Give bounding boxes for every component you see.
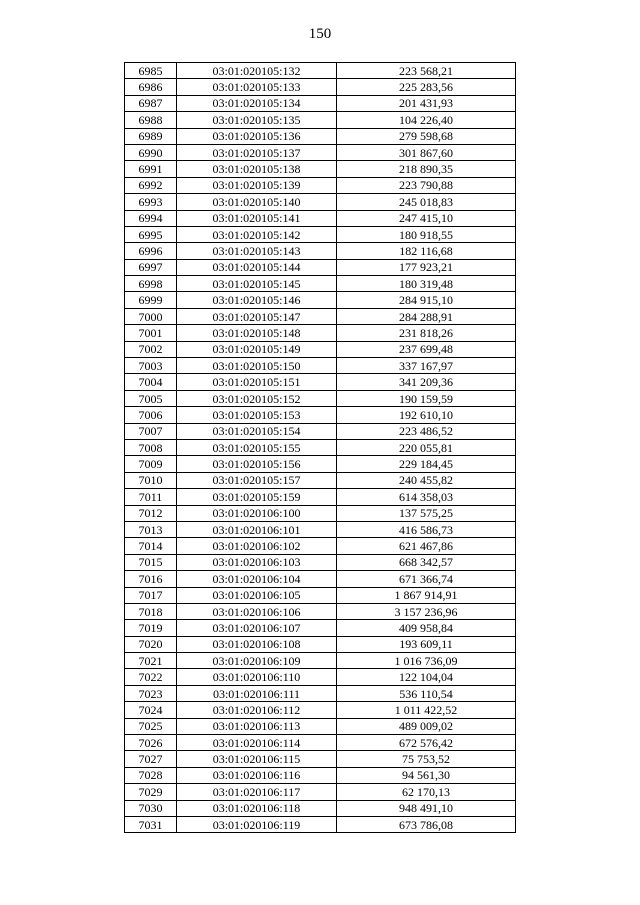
row-number-cell: 6995 xyxy=(125,226,177,242)
row-number-cell: 7001 xyxy=(125,325,177,341)
cadastral-number-cell: 03:01:020105:157 xyxy=(177,472,337,488)
cadastral-value-cell: 489 009,02 xyxy=(337,718,516,734)
table-row xyxy=(125,489,516,505)
table-row xyxy=(125,243,516,259)
cadastral-value-cell: 948 491,10 xyxy=(337,800,516,816)
table-row xyxy=(125,653,516,669)
cadastral-number-cell: 03:01:020106:112 xyxy=(177,702,337,718)
row-number-cell: 7008 xyxy=(125,439,177,455)
row-number-cell: 7021 xyxy=(125,653,177,669)
table-row xyxy=(125,521,516,537)
row-number-cell: 7030 xyxy=(125,800,177,816)
cadastral-value-cell: 180 918,55 xyxy=(337,226,516,242)
table-row xyxy=(125,79,516,95)
cadastral-value-cell: 218 890,35 xyxy=(337,161,516,177)
cadastral-value-cell: 416 586,73 xyxy=(337,521,516,537)
cadastral-value-cell: 62 170,13 xyxy=(337,784,516,800)
table-row xyxy=(125,456,516,472)
cadastral-number-cell: 03:01:020105:151 xyxy=(177,374,337,390)
row-number-cell: 7029 xyxy=(125,784,177,800)
row-number-cell: 7017 xyxy=(125,587,177,603)
cadastral-value-cell: 182 116,68 xyxy=(337,243,516,259)
cadastral-number-cell: 03:01:020106:102 xyxy=(177,538,337,554)
row-number-cell: 7023 xyxy=(125,685,177,701)
cadastral-value-cell: 201 431,93 xyxy=(337,95,516,111)
cadastral-value-cell: 1 011 422,52 xyxy=(337,702,516,718)
cadastral-number-cell: 03:01:020105:138 xyxy=(177,161,337,177)
cadastral-value-cell: 1 016 736,09 xyxy=(337,653,516,669)
cadastral-value-cell: 223 486,52 xyxy=(337,423,516,439)
cadastral-number-cell: 03:01:020105:143 xyxy=(177,243,337,259)
cadastral-value-cell: 284 915,10 xyxy=(337,292,516,308)
cadastral-number-cell: 03:01:020106:111 xyxy=(177,685,337,701)
cadastral-number-cell: 03:01:020105:146 xyxy=(177,292,337,308)
row-number-cell: 6986 xyxy=(125,79,177,95)
table-row xyxy=(125,63,516,79)
cadastral-number-cell: 03:01:020106:115 xyxy=(177,751,337,767)
row-number-cell: 6988 xyxy=(125,112,177,128)
cadastral-value-cell: 223 568,21 xyxy=(337,63,516,79)
row-number-cell: 6998 xyxy=(125,276,177,292)
cadastral-number-cell: 03:01:020106:114 xyxy=(177,735,337,751)
row-number-cell: 7020 xyxy=(125,636,177,652)
cadastral-value-cell: 193 609,11 xyxy=(337,636,516,652)
table-row xyxy=(125,128,516,144)
row-number-cell: 7000 xyxy=(125,308,177,324)
cadastral-value-cell: 94 561,30 xyxy=(337,767,516,783)
table-row xyxy=(125,112,516,128)
cadastral-number-cell: 03:01:020106:100 xyxy=(177,505,337,521)
table-row xyxy=(125,210,516,226)
cadastral-value-cell: 536 110,54 xyxy=(337,685,516,701)
cadastral-value-cell: 245 018,83 xyxy=(337,194,516,210)
table-row xyxy=(125,718,516,734)
cadastral-number-cell: 03:01:020106:103 xyxy=(177,554,337,570)
cadastral-value-cell: 190 159,59 xyxy=(337,390,516,406)
cadastral-value-cell: 3 157 236,96 xyxy=(337,603,516,619)
cadastral-value-cell: 673 786,08 xyxy=(337,816,516,832)
cadastral-value-cell: 104 226,40 xyxy=(337,112,516,128)
table-row xyxy=(125,800,516,816)
table-row xyxy=(125,751,516,767)
cadastral-value-cell: 672 576,42 xyxy=(337,735,516,751)
table-row xyxy=(125,407,516,423)
row-number-cell: 7012 xyxy=(125,505,177,521)
cadastral-number-cell: 03:01:020106:119 xyxy=(177,816,337,832)
cadastral-value-cell: 177 923,21 xyxy=(337,259,516,275)
cadastral-value-cell: 668 342,57 xyxy=(337,554,516,570)
cadastral-number-cell: 03:01:020105:154 xyxy=(177,423,337,439)
cadastral-number-cell: 03:01:020105:140 xyxy=(177,194,337,210)
cadastral-value-cell: 671 366,74 xyxy=(337,571,516,587)
cadastral-number-cell: 03:01:020106:118 xyxy=(177,800,337,816)
table-row xyxy=(125,194,516,210)
row-number-cell: 7010 xyxy=(125,472,177,488)
cadastral-number-cell: 03:01:020105:142 xyxy=(177,226,337,242)
cadastral-value-cell: 220 055,81 xyxy=(337,439,516,455)
table-row xyxy=(125,767,516,783)
table-row xyxy=(125,587,516,603)
cadastral-number-cell: 03:01:020106:104 xyxy=(177,571,337,587)
cadastral-value-cell: 225 283,56 xyxy=(337,79,516,95)
cadastral-value-cell: 237 699,48 xyxy=(337,341,516,357)
cadastral-number-cell: 03:01:020106:109 xyxy=(177,653,337,669)
cadastral-number-cell: 03:01:020105:150 xyxy=(177,358,337,374)
cadastral-number-cell: 03:01:020105:145 xyxy=(177,276,337,292)
cadastral-value-cell: 192 610,10 xyxy=(337,407,516,423)
table-row xyxy=(125,603,516,619)
table-row xyxy=(125,390,516,406)
row-number-cell: 7002 xyxy=(125,341,177,357)
row-number-cell: 7014 xyxy=(125,538,177,554)
row-number-cell: 7015 xyxy=(125,554,177,570)
row-number-cell: 6989 xyxy=(125,128,177,144)
cadastral-value-cell: 337 167,97 xyxy=(337,358,516,374)
cadastral-value-cell: 409 958,84 xyxy=(337,620,516,636)
table-row xyxy=(125,472,516,488)
cadastral-number-cell: 03:01:020105:148 xyxy=(177,325,337,341)
table-row xyxy=(125,538,516,554)
row-number-cell: 7016 xyxy=(125,571,177,587)
cadastral-value-cell: 231 818,26 xyxy=(337,325,516,341)
cadastral-number-cell: 03:01:020105:134 xyxy=(177,95,337,111)
cadastral-number-cell: 03:01:020105:137 xyxy=(177,144,337,160)
row-number-cell: 7007 xyxy=(125,423,177,439)
row-number-cell: 6994 xyxy=(125,210,177,226)
table-row xyxy=(125,554,516,570)
row-number-cell: 7031 xyxy=(125,816,177,832)
cadastral-number-cell: 03:01:020106:116 xyxy=(177,767,337,783)
cadastral-number-cell: 03:01:020105:153 xyxy=(177,407,337,423)
table-row xyxy=(125,325,516,341)
cadastral-number-cell: 03:01:020106:107 xyxy=(177,620,337,636)
row-number-cell: 7003 xyxy=(125,358,177,374)
cadastral-number-cell: 03:01:020105:159 xyxy=(177,489,337,505)
row-number-cell: 6999 xyxy=(125,292,177,308)
table-row xyxy=(125,308,516,324)
table-row xyxy=(125,685,516,701)
cadastral-value-cell: 301 867,60 xyxy=(337,144,516,160)
table-row xyxy=(125,95,516,111)
cadastral-value-table xyxy=(124,62,516,833)
row-number-cell: 7028 xyxy=(125,767,177,783)
table-row xyxy=(125,784,516,800)
cadastral-number-cell: 03:01:020106:108 xyxy=(177,636,337,652)
table-row xyxy=(125,439,516,455)
cadastral-number-cell: 03:01:020106:110 xyxy=(177,669,337,685)
row-number-cell: 7026 xyxy=(125,735,177,751)
cadastral-number-cell: 03:01:020105:141 xyxy=(177,210,337,226)
cadastral-value-cell: 247 415,10 xyxy=(337,210,516,226)
cadastral-number-cell: 03:01:020105:155 xyxy=(177,439,337,455)
cadastral-number-cell: 03:01:020106:106 xyxy=(177,603,337,619)
table-row xyxy=(125,374,516,390)
cadastral-value-cell: 137 575,25 xyxy=(337,505,516,521)
row-number-cell: 6985 xyxy=(125,63,177,79)
cadastral-value-cell: 621 467,86 xyxy=(337,538,516,554)
row-number-cell: 7018 xyxy=(125,603,177,619)
table-row xyxy=(125,177,516,193)
row-number-cell: 6997 xyxy=(125,259,177,275)
row-number-cell: 7011 xyxy=(125,489,177,505)
row-number-cell: 7024 xyxy=(125,702,177,718)
cadastral-value-cell: 614 358,03 xyxy=(337,489,516,505)
row-number-cell: 6996 xyxy=(125,243,177,259)
page-number: 150 xyxy=(308,26,332,42)
cadastral-number-cell: 03:01:020106:113 xyxy=(177,718,337,734)
cadastral-value-cell: 180 319,48 xyxy=(337,276,516,292)
table-row xyxy=(125,735,516,751)
row-number-cell: 6993 xyxy=(125,194,177,210)
table-row xyxy=(125,259,516,275)
cadastral-number-cell: 03:01:020105:132 xyxy=(177,63,337,79)
cadastral-number-cell: 03:01:020106:105 xyxy=(177,587,337,603)
cadastral-number-cell: 03:01:020106:117 xyxy=(177,784,337,800)
cadastral-value-cell: 75 753,52 xyxy=(337,751,516,767)
cadastral-value-cell: 122 104,04 xyxy=(337,669,516,685)
row-number-cell: 7006 xyxy=(125,407,177,423)
table-row xyxy=(125,816,516,832)
table-row xyxy=(125,276,516,292)
cadastral-number-cell: 03:01:020105:147 xyxy=(177,308,337,324)
table-row xyxy=(125,669,516,685)
cadastral-value-cell: 341 209,36 xyxy=(337,374,516,390)
table-row xyxy=(125,161,516,177)
row-number-cell: 6991 xyxy=(125,161,177,177)
row-number-cell: 7022 xyxy=(125,669,177,685)
cadastral-value-cell: 284 288,91 xyxy=(337,308,516,324)
cadastral-number-cell: 03:01:020105:149 xyxy=(177,341,337,357)
cadastral-number-cell: 03:01:020105:156 xyxy=(177,456,337,472)
table-row xyxy=(125,702,516,718)
cadastral-number-cell: 03:01:020105:152 xyxy=(177,390,337,406)
row-number-cell: 6987 xyxy=(125,95,177,111)
table-row xyxy=(125,226,516,242)
cadastral-value-cell: 223 790,88 xyxy=(337,177,516,193)
cadastral-number-cell: 03:01:020105:144 xyxy=(177,259,337,275)
cadastral-number-cell: 03:01:020105:136 xyxy=(177,128,337,144)
table-row xyxy=(125,571,516,587)
table-row xyxy=(125,636,516,652)
table-row xyxy=(125,144,516,160)
row-number-cell: 7004 xyxy=(125,374,177,390)
row-number-cell: 7027 xyxy=(125,751,177,767)
table-row xyxy=(125,423,516,439)
row-number-cell: 7005 xyxy=(125,390,177,406)
row-number-cell: 7019 xyxy=(125,620,177,636)
table-row xyxy=(125,341,516,357)
table-row xyxy=(125,358,516,374)
cadastral-value-cell: 240 455,82 xyxy=(337,472,516,488)
cadastral-number-cell: 03:01:020105:133 xyxy=(177,79,337,95)
table-body xyxy=(125,63,516,833)
row-number-cell: 6990 xyxy=(125,144,177,160)
cadastral-value-cell: 1 867 914,91 xyxy=(337,587,516,603)
cadastral-value-cell: 229 184,45 xyxy=(337,456,516,472)
cadastral-number-cell: 03:01:020106:101 xyxy=(177,521,337,537)
row-number-cell: 7009 xyxy=(125,456,177,472)
table-row xyxy=(125,505,516,521)
row-number-cell: 7013 xyxy=(125,521,177,537)
cadastral-value-cell: 279 598,68 xyxy=(337,128,516,144)
cadastral-number-cell: 03:01:020105:135 xyxy=(177,112,337,128)
table-row xyxy=(125,292,516,308)
cadastral-number-cell: 03:01:020105:139 xyxy=(177,177,337,193)
row-number-cell: 7025 xyxy=(125,718,177,734)
row-number-cell: 6992 xyxy=(125,177,177,193)
table-row xyxy=(125,620,516,636)
